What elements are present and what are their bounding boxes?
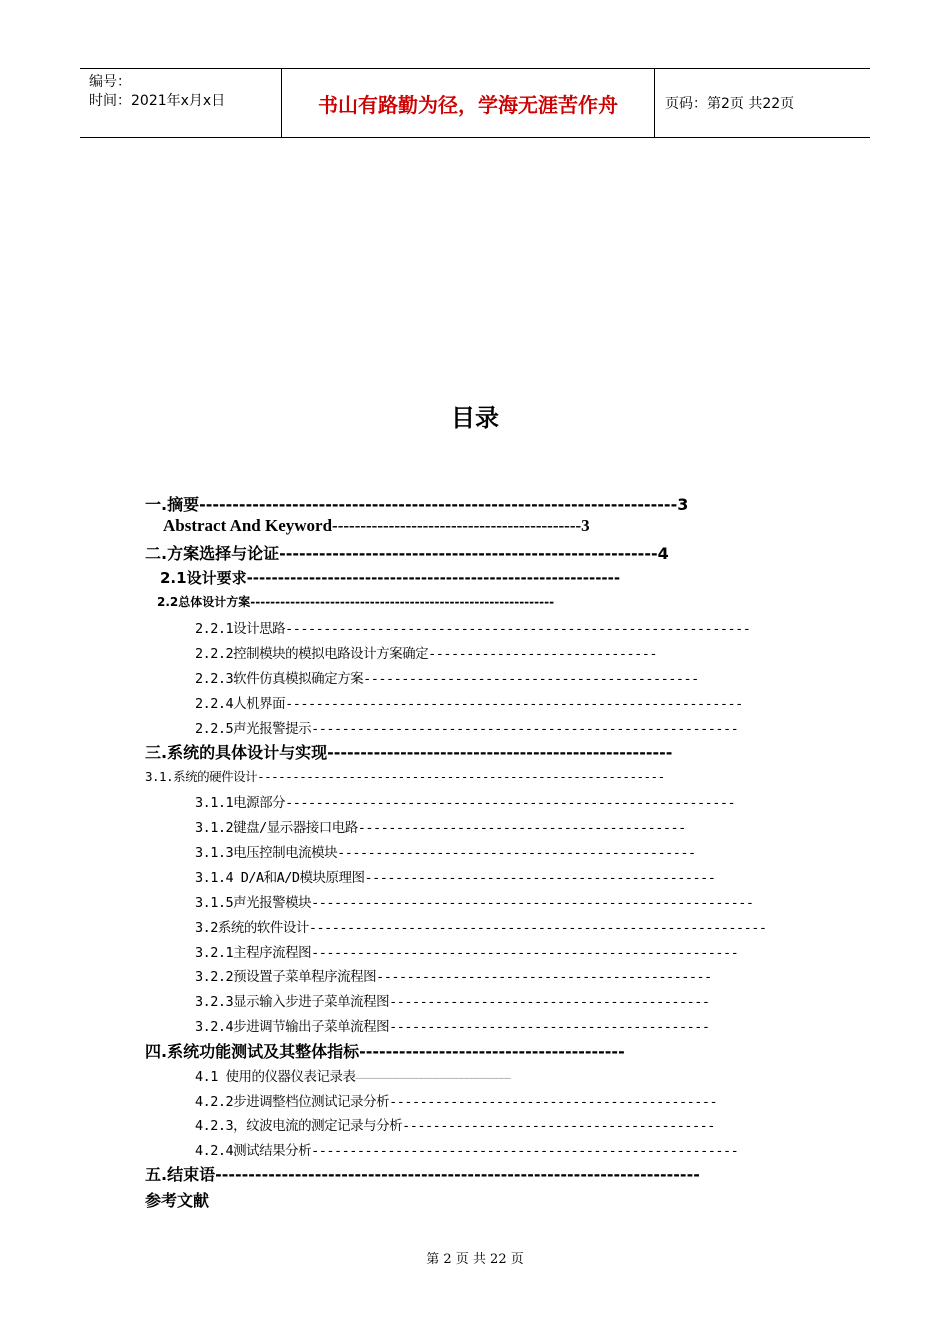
toc-entry[interactable]: 3.1.系统的硬件设计---------------------------------------------------------- — [145, 769, 665, 784]
toc-entry[interactable]: 3.1.1电源部分----------------------------------------------------------- — [195, 795, 736, 811]
toc-entry[interactable]: 3.1.2键盘/显示器接口电路------------------------------------------- — [195, 820, 686, 836]
toc-entry[interactable]: 3.1.5声光报警模块---------------------------------------------------------- — [195, 895, 754, 911]
toc-entry[interactable]: 2.2.4人机界面------------------------------------------------------------ — [195, 696, 743, 712]
toc-entry[interactable]: 3.2系统的软件设计------------------------------------------------------------ — [195, 920, 767, 936]
toc-leader: ——————————————————————————————— — [355, 1073, 512, 1084]
toc-entry[interactable]: Abstract And Keyword--------------------------------------------3 — [163, 516, 590, 535]
number-label: 编号： — [89, 74, 131, 90]
toc-entry[interactable]: 2.2总体设计方案------------------------------------------------------------- — [157, 595, 555, 609]
toc-entry[interactable]: 2.2.1设计思路------------------------------------------------------------- — [195, 621, 751, 637]
toc-entry[interactable]: 三.系统的具体设计与实现---------------------------------------------------- — [145, 743, 673, 762]
page-footer: 第 2 页 共 22 页 — [426, 1252, 524, 1267]
toc-entry[interactable]: 3.2.3显示输入步进子菜单流程图------------------------------------------ — [195, 994, 710, 1010]
toc-entry[interactable]: 3.1.3电压控制电流模块----------------------------------------------- — [195, 845, 696, 861]
toc-entry[interactable]: 3.2.2预设置子菜单程序流程图-------------------------------------------- — [195, 969, 712, 985]
header-page-info: 页码：第2页 共22页 — [665, 96, 795, 112]
page-title: 目录 — [451, 404, 499, 432]
toc-entry[interactable]: 参考文献 — [145, 1191, 210, 1210]
toc-entry[interactable]: 2.2.3软件仿真模拟确定方案-------------------------------------------- — [195, 671, 699, 687]
toc-entry[interactable]: 五.结束语------------------------------------------------------------------------- — [145, 1165, 700, 1184]
header-divider — [654, 69, 655, 137]
toc-entry[interactable]: 2.2.2控制模块的模拟电路设计方案确定------------------------------ — [195, 646, 657, 662]
toc-entry[interactable]: 4.2.2步进调整档位测试记录分析------------------------------------------- — [195, 1094, 718, 1110]
toc-entry[interactable]: 2.2.5声光报警提示-------------------------------------------------------- — [195, 721, 739, 737]
time-label: 时间：2021年x月x日 — [89, 93, 226, 109]
toc-entry-label: 4.1 使用的仪器仪表记录表 — [195, 1069, 356, 1085]
toc-entry[interactable]: 2.1设计要求------------------------------------------------------------ — [160, 569, 621, 587]
header-meta — [89, 73, 225, 111]
toc-entry[interactable]: 3.2.4步进调节输出子菜单流程图------------------------------------------ — [195, 1019, 710, 1035]
toc-entry[interactable]: 3.2.1主程序流程图-------------------------------------------------------- — [195, 945, 739, 961]
toc-entry[interactable]: 4.2.3，纹波电流的测定记录与分析----------------------------------------- — [195, 1118, 715, 1134]
toc-entry[interactable]: 4.2.4测试结果分析-------------------------------------------------------- — [195, 1143, 739, 1159]
toc-entry[interactable]: 四.系统功能测试及其整体指标---------------------------------------- — [145, 1042, 625, 1061]
toc-entry[interactable]: 一.摘要------------------------------------------------------------------------3 — [145, 495, 689, 514]
header-motto: 书山有路勤为径，学海无涯苦作舟 — [318, 92, 618, 117]
toc-entry[interactable] — [195, 1065, 511, 1085]
toc-entry[interactable]: 3.1.4 D/A和A/D模块原理图---------------------------------------------- — [195, 870, 716, 886]
toc-entry[interactable]: 二.方案选择与论证---------------------------------------------------------4 — [145, 544, 669, 563]
page-header — [80, 68, 870, 138]
